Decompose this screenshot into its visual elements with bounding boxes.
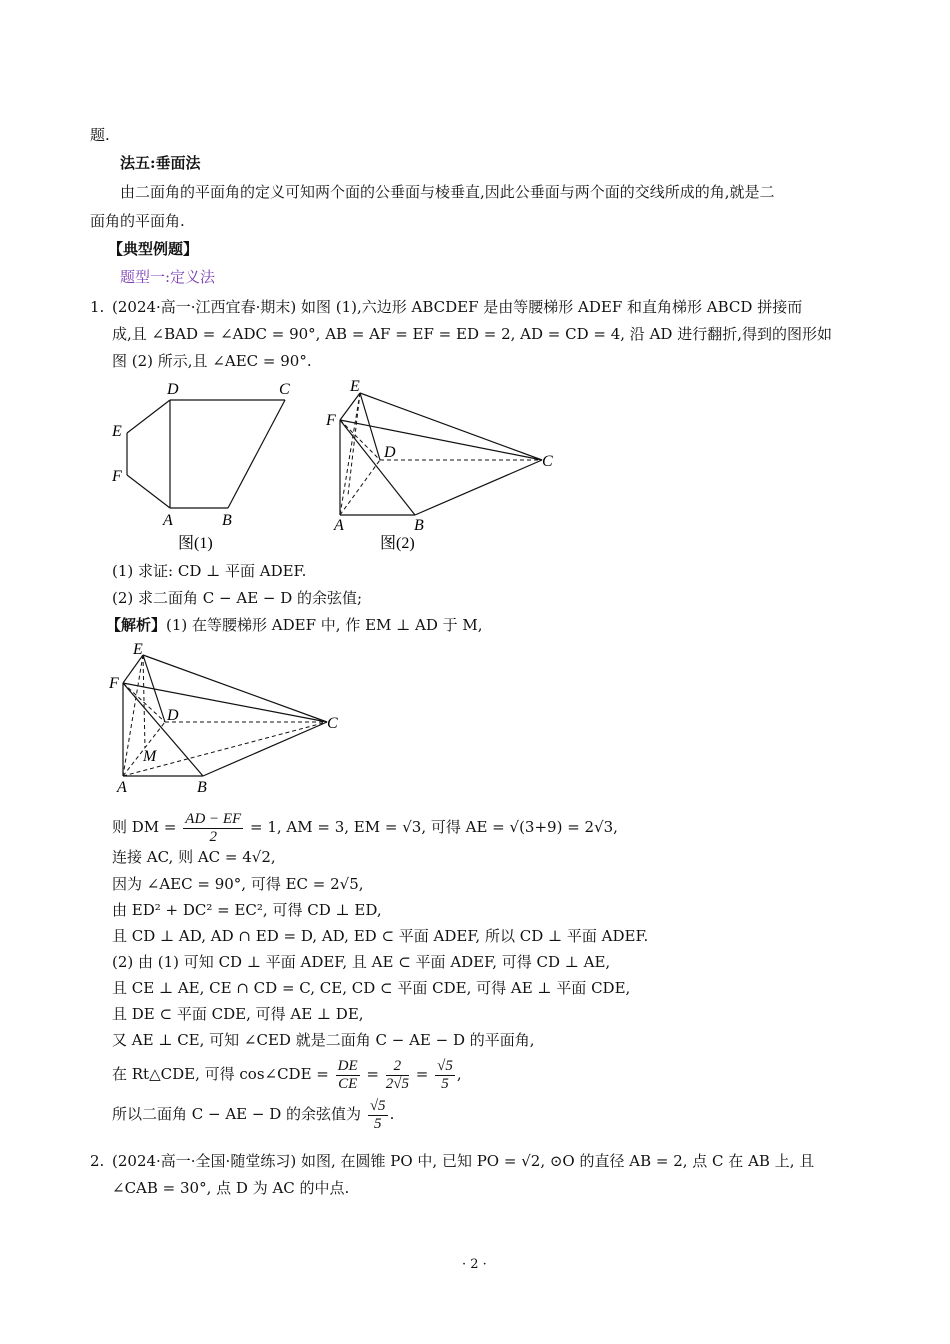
label-F: F (326, 412, 336, 429)
page-number: · 2 · (462, 1257, 487, 1272)
solution-line (106, 614, 483, 636)
solution-line: 且 CE ⊥ AE, CE ∩ CD = C, CE, CD ⊂ 平面 CDE, 可得 AE ⊥ 平面 CDE, (112, 979, 631, 997)
label-B: B (197, 779, 207, 796)
solution-text: = 1, AM = 3, EM = √3, 可得 AE = √(3+9) = 2√3, (250, 818, 618, 836)
question-text: 成,且 ∠BAD = ∠ADC = 90°, AB = AF = EF = ED = 2, AD = CD = 4, 沿 AD 进行翻折,得到的图形如 (112, 325, 832, 343)
question-text: (2024·高一·江西宜春·期末) 如图 (1),六边形 ABCDEF 是由等腰梯形 ADEF 和直角梯形 ABCD 拼接而 (112, 298, 803, 316)
solution-line: 连接 AC, 则 AC = 4√2, (112, 848, 276, 866)
solution-line: (2) 由 (1) 可知 CD ⊥ 平面 ADEF, 且 AE ⊂ 平面 ADEF, 可得 CD ⊥ AE, (112, 953, 611, 971)
fraction-denominator: 2√5 (385, 1075, 409, 1092)
label-C: C (542, 453, 553, 470)
label-B: B (222, 512, 232, 529)
figure-1 (105, 375, 305, 555)
solution-line (112, 807, 618, 847)
solution-text: . (389, 1105, 395, 1123)
question-text: 图 (2) 所示,且 ∠AEC = 90°. (112, 352, 312, 370)
solution-text: 则 DM = (112, 818, 177, 836)
fraction (336, 1058, 360, 1093)
question-text: (2024·高一·全国·随堂练习) 如图, 在圆锥 PO 中, 已知 PO = √2, ⊙O 的直径 AB = 2, 点 C 在 AB 上, 且 (112, 1152, 815, 1170)
fraction (368, 1098, 388, 1133)
label-E: E (112, 423, 122, 440)
label-F: F (112, 468, 122, 485)
fraction-numerator: √5 (437, 1057, 453, 1074)
fraction-denominator: 2 (209, 828, 217, 845)
label-B: B (414, 517, 424, 534)
label-D: D (384, 444, 396, 461)
question-number: 2. (90, 1152, 105, 1170)
figure-3 (105, 640, 355, 800)
sub-question-2: (2) 求二面角 C − AE − D 的余弦值; (112, 589, 363, 607)
label-F: F (109, 675, 119, 692)
solution-line (112, 1094, 394, 1134)
fraction-denominator: 5 (373, 1115, 382, 1132)
question-type-heading: 题型一:定义法 (120, 268, 216, 286)
fraction (386, 1058, 409, 1093)
label-E: E (350, 378, 360, 395)
fraction (183, 811, 243, 846)
figure-2-caption: 图(2) (380, 535, 415, 552)
solution-text: 在 Rt△CDE, 可得 cos∠CDE = (112, 1065, 329, 1083)
fraction-numerator: √5 (369, 1097, 386, 1114)
fraction-numerator: 2 (386, 1058, 409, 1076)
solution-text: 所以二面角 C − AE − D 的余弦值为 (112, 1105, 362, 1123)
solution-line: 又 AE ⊥ CE, 可知 ∠CED 就是二面角 C − AE − D 的平面角, (112, 1031, 535, 1049)
label-A: A (163, 512, 173, 529)
label-A: A (334, 517, 344, 534)
solution-text: (1) 在等腰梯形 ADEF 中, 作 EM ⊥ AD 于 M, (166, 616, 483, 634)
solution-line: 由 ED² + DC² = EC², 可得 CD ⊥ ED, (112, 901, 382, 919)
solution-line: 在 Rt△CDE, 可得 cos∠CDE = $\frac{DE}{CE}$ = $\frac{2}{2√5}$ = $\frac{√5}{5}$ , (112, 1057, 462, 1092)
fraction-numerator: AD − EF (185, 810, 242, 827)
fraction (435, 1058, 455, 1093)
label-M: M (143, 748, 157, 765)
question-text: ∠CAB = 30°, 点 D 为 AC 的中点. (112, 1179, 350, 1197)
solution-heading: 【解析】 (106, 616, 167, 634)
label-C: C (327, 715, 338, 732)
label-D: D (167, 381, 179, 398)
typical-examples-heading: 【典型例题】 (108, 240, 199, 258)
sub-question-1: (1) 求证: CD ⊥ 平面 ADEF. (112, 562, 307, 580)
label-C: C (279, 381, 290, 398)
fraction-denominator: 5 (441, 1075, 449, 1092)
label-A: A (117, 779, 127, 796)
solution-line: 且 DE ⊂ 平面 CDE, 可得 AE ⊥ DE, (112, 1005, 364, 1023)
solution-line: 因为 ∠AEC = 90°, 可得 EC = 2√5, (112, 875, 364, 893)
solution-line: 且 CD ⊥ AD, AD ∩ ED = D, AD, ED ⊂ 平面 ADEF, 所以 CD ⊥ 平面 ADEF. (112, 927, 649, 945)
text-line: 面角的平面角. (90, 212, 185, 230)
figure-2 (320, 375, 570, 555)
fraction-denominator: CE (338, 1075, 358, 1092)
method-five-heading: 法五:垂面法 (120, 154, 201, 172)
fraction-numerator: DE (337, 1057, 358, 1074)
question-number: 1. (90, 298, 105, 316)
text-line: 题. (90, 126, 110, 144)
label-E: E (133, 641, 143, 658)
label-D: D (167, 707, 179, 724)
text-line: 由二面角的平面角的定义可知两个面的公垂面与棱垂直,因此公垂面与两个面的交线所成的角,就是二 (120, 183, 775, 201)
figure-1-caption: 图(1) (178, 535, 213, 552)
